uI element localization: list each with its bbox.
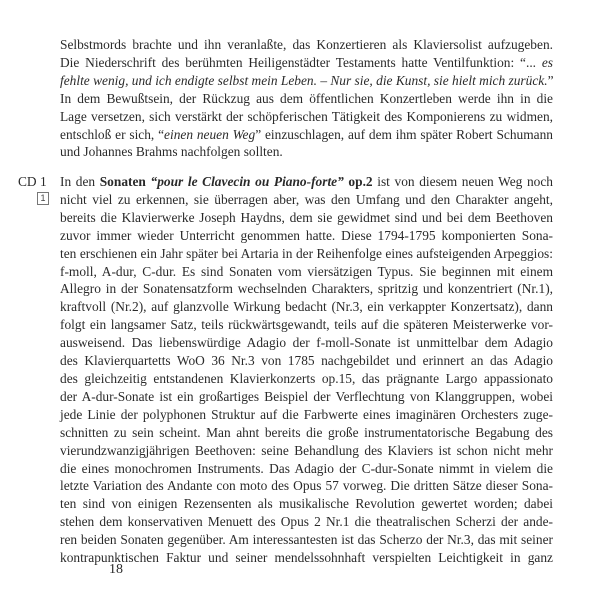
text-run: ren beiden Sonaten gegenüber. Am interessantesten ist das Scherzo der Nr.3, das mit seiner (60, 532, 553, 548)
text-run: fehlte wenig, und ich endigte selbst mein Leben. – Nur sie, die Kunst, sie hielt mich zurück. (60, 72, 548, 88)
text-line (60, 495, 553, 513)
text-line (60, 72, 553, 90)
text-run: ausweisend. Das liebenswürdige Adagio der f-moll-Sonate ist unmittelbar dem Adagio (60, 335, 553, 351)
text-run: ten erschienen ein Jahr später bei Artaria in der Reihenfolge eines aufsteigenden Arpeggios: (60, 245, 553, 261)
text-run: zuvor immer wieder Unterricht genommen hatte. Diese 1794-1795 komponierten Sona- (60, 227, 553, 243)
text-line (60, 191, 553, 209)
text-run: nicht viel zu erkennen, sie überragen aber, was den Umfang und den Charakter angeht, (60, 191, 553, 207)
track-number-box: 1 (37, 192, 49, 205)
text-run: kontrapunktischen Faktur und seiner mendelssohnhaft verspielten Leichtigkeit in ganz (60, 550, 553, 566)
cd-label: CD 1 (18, 174, 47, 189)
text-run: Sonaten (99, 174, 151, 189)
text-run: bereits die Klavierwerke Joseph Haydns, dem sie gewidmet sind und bei dem Beethoven (60, 209, 553, 225)
text-run: letzte Variation des Andante con moto des Opus 57 vorweg. Die dritten Sätze dieser Sona- (60, 478, 553, 494)
text-line (60, 370, 553, 388)
text-line (60, 173, 553, 191)
text-run: Selbstmords brachte und ihn veranlaßte, das Konzertieren als Klaviersolist aufzugeben. (60, 37, 553, 52)
text-line (60, 406, 553, 424)
text-line (60, 513, 553, 531)
text-line (60, 227, 553, 245)
text-run: “pour le Clavecin ou Piano-forte” (150, 174, 344, 189)
text-line (60, 90, 553, 108)
paragraph-intro (60, 36, 553, 161)
text-line (60, 549, 553, 567)
text-run: ” einzuschlagen, auf dem ihm später Robert Schumann (255, 126, 553, 142)
text-line (60, 531, 553, 549)
text-run: ist von diesem neuen Weg noch (372, 174, 553, 189)
text-run: des Klavierquartetts WoO 36 Nr.3 von 1785 nachgebildet und erinnert an das Adagio (60, 353, 553, 369)
text-run: und Johannes Brahms nachfolgen sollten. (60, 144, 283, 160)
page-number: 18 (109, 562, 123, 577)
text-line (60, 424, 553, 442)
text-run: vierundzwanzigjährigen Beethoven: seine Behandlung des Klaviers ist schon nicht mehr (60, 442, 553, 458)
text-run: kraftvoll (Nr.2), auf glanzvolle Wirkung bedacht (Nr.3, ein verkappter Konzertsatz), dann (60, 299, 553, 315)
text-line (60, 36, 553, 54)
text-run: op.2 (343, 174, 373, 189)
text-line (60, 298, 553, 316)
text-line (60, 477, 553, 495)
text-run: jede Linie der polyphonen Struktur auf die Farbwerte eines imaginären Orchesters zuge- (60, 406, 553, 422)
text-line (60, 352, 553, 370)
text-run: Allegro in der Sonatensatzform wechselnden Charakters, spritzig und konzentriert (Nr.1), (60, 281, 553, 297)
text-line (60, 54, 553, 72)
text-line (60, 316, 553, 334)
text-run: f-moll, A-dur, C-dur. Es sind Sonaten vom viersätzigen Typus. Sie beginnen mit einem (60, 263, 553, 279)
text-line (60, 334, 553, 352)
text-line (60, 126, 553, 144)
text-run: es (541, 54, 553, 70)
text-line (60, 280, 553, 298)
paragraph-sonatas (60, 173, 553, 567)
text-run: Die Niederschrift des berühmten Heiligenstädter Testaments hatte Ventilfunktion: “... (60, 54, 542, 70)
text-run: des gleichzeitig entstandenen Klavierkonzerts op.15, das prägnante Largo appassionato (60, 370, 553, 386)
text-run: folgt ein langsamer Satz, teils rückwärtsgewandt, teils auf die späteren Meisterwerke vor- (60, 317, 553, 333)
text-run: Lage versetzen, sich verstärkt der schöpferischen Tätigkeit des Komponierens zu widmen, (60, 108, 553, 124)
text-run: In dem Bewußtsein, der Rückzug aus dem öffentlichen Konzertleben werde ihn in die (60, 90, 553, 106)
text-run: entschloß er sich, “ (60, 126, 165, 142)
text-line (60, 108, 553, 126)
text-line (60, 388, 553, 406)
text-line (60, 460, 553, 478)
text-line (60, 245, 553, 263)
text-run: In den (60, 174, 100, 189)
text-run: der A-dur-Sonate ist ein großartiges Beispiel der Verflechtung von Klanggruppen, wobei (60, 388, 553, 404)
text-line (60, 209, 553, 227)
text-run: schnitten zu sein scheint. Man ahnt bereits die große instrumentatorische Begabung des (60, 424, 553, 440)
text-run: stehen dem konservativen Menuett des Opus 2 Nr.1 die theatralischen Scherzi der ande- (60, 514, 553, 530)
text-line (60, 263, 553, 281)
text-line (60, 442, 553, 460)
text-line (60, 143, 553, 161)
text-run: ten sind von einigen Rezensenten als musikalische Revolution gewertet worden; dabei (60, 496, 553, 512)
text-run: ” (547, 72, 554, 88)
text-run: die eines monochromen Instruments. Das Adagio der C-dur-Sonate nimmt in vielem die (60, 460, 553, 476)
text-run: einen neuen Weg (164, 126, 256, 142)
